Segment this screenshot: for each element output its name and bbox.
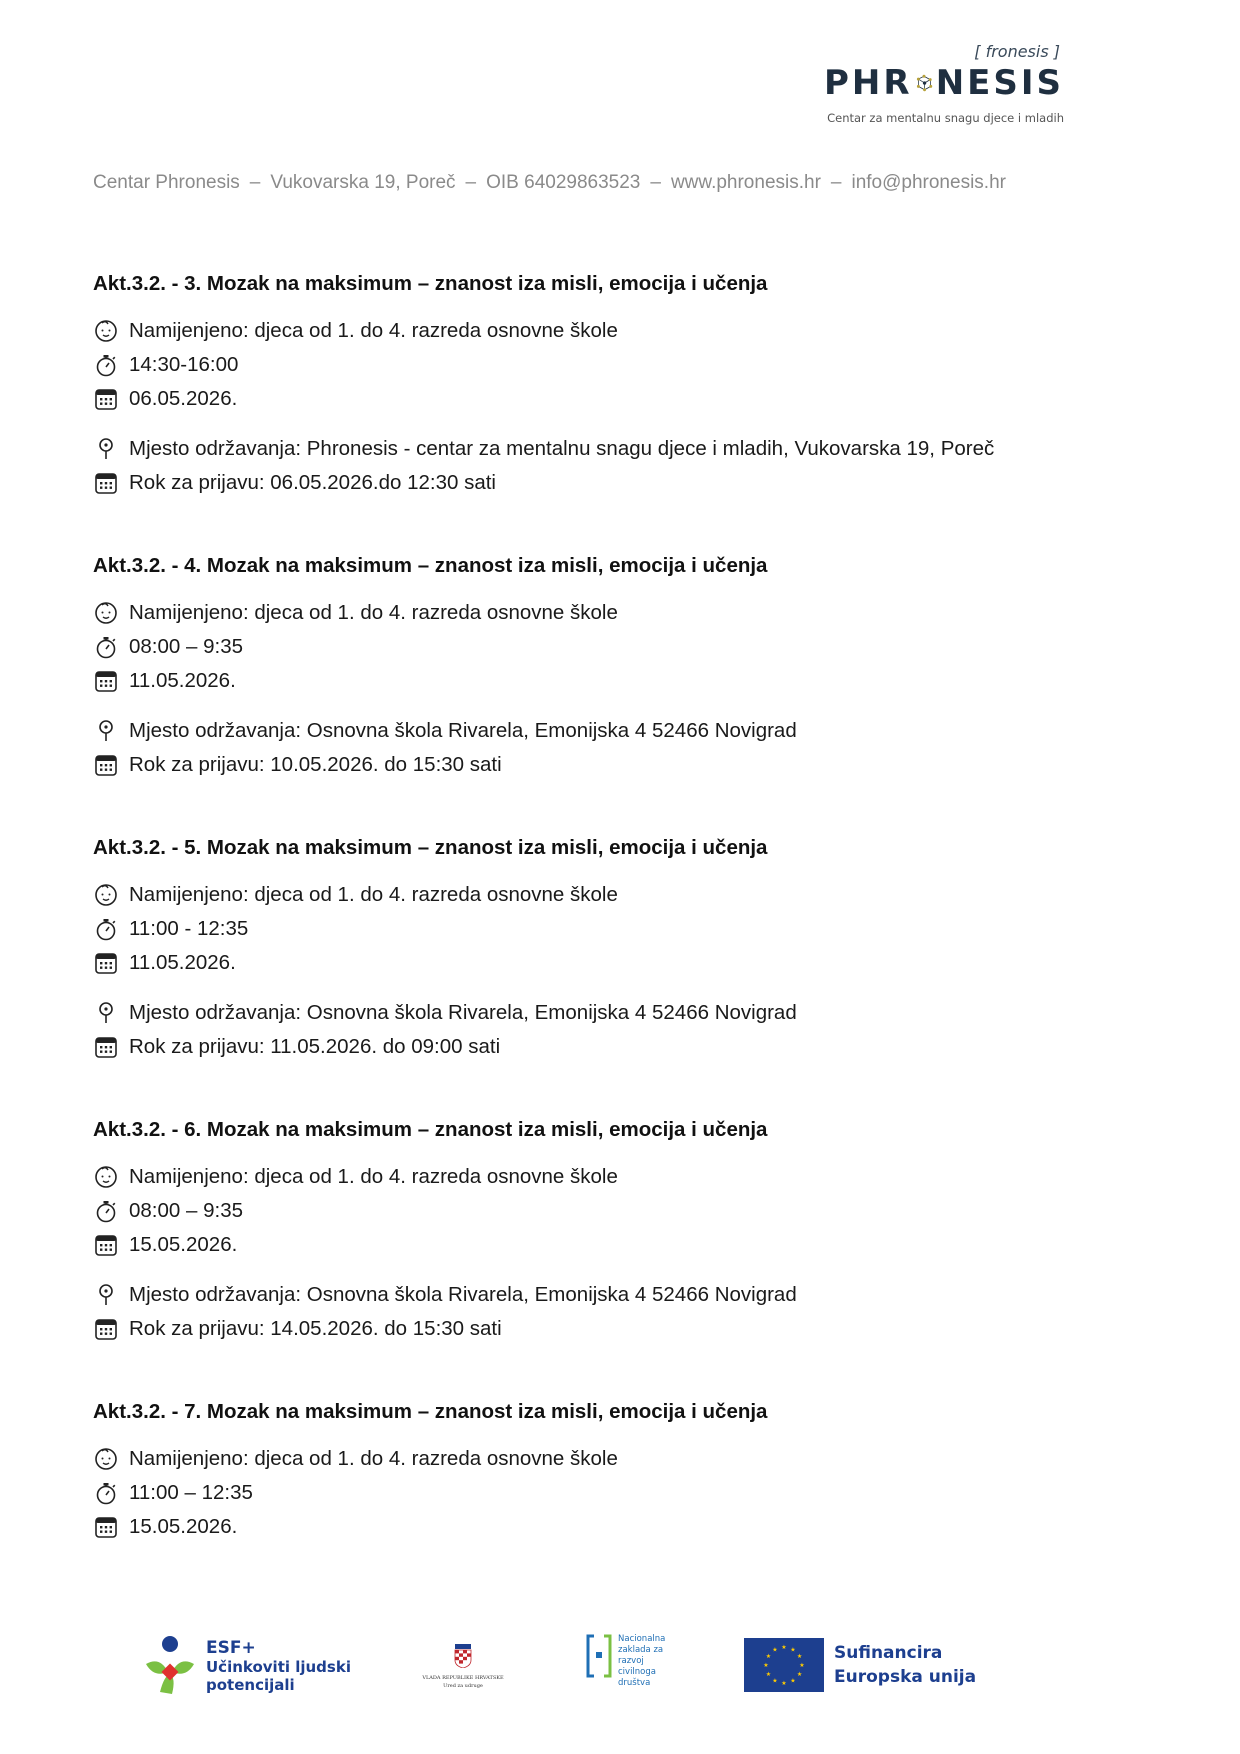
date-text: 11.05.2026. bbox=[129, 669, 236, 692]
session-date bbox=[93, 1228, 1093, 1262]
session-location bbox=[93, 1278, 1093, 1312]
esf-line1: Učinkoviti ljudski bbox=[206, 1658, 351, 1676]
nz-line: zaklada za bbox=[618, 1645, 664, 1655]
session-time bbox=[93, 630, 1093, 664]
eu-cofunding-logo bbox=[744, 1638, 976, 1692]
svg-text:★: ★ bbox=[765, 1671, 772, 1678]
eu-flag-icon bbox=[744, 1638, 824, 1692]
stopwatch-icon bbox=[93, 1480, 119, 1506]
nz-line: civilnoga bbox=[618, 1667, 656, 1677]
session-title: Akt.3.2. - 7. Mozak na maksimum – znanost iza misli, emocija i učenja bbox=[93, 1400, 768, 1423]
session-time bbox=[93, 1476, 1093, 1510]
calendar-icon bbox=[93, 470, 119, 496]
session-title: Akt.3.2. - 4. Mozak na maksimum – znanost iza misli, emocija i učenja bbox=[93, 554, 768, 577]
location-text: Mjesto održavanja: Osnovna škola Rivarela, Emonijska 4 52466 Novigrad bbox=[129, 1283, 797, 1306]
session-audience bbox=[93, 1160, 1093, 1194]
calendar-icon bbox=[93, 1514, 119, 1540]
session-audience bbox=[93, 878, 1093, 912]
contact-separator: – bbox=[249, 172, 261, 193]
baby-face-icon bbox=[93, 600, 119, 626]
session-title: Akt.3.2. - 3. Mozak na maksimum – znanost iza misli, emocija i učenja bbox=[93, 272, 768, 295]
audience-text: Namijenjeno: djeca od 1. do 4. razreda osnovne škole bbox=[129, 1447, 618, 1470]
location-text: Mjesto održavanja: Phronesis - centar za mentalnu snagu djece i mladih, Vukovarska 19, Poreč bbox=[129, 437, 995, 460]
calendar-icon bbox=[93, 1034, 119, 1060]
croatian-coat-of-arms-icon bbox=[454, 1644, 472, 1668]
audience-text: Namijenjeno: djeca od 1. do 4. razreda osnovne škole bbox=[129, 601, 618, 624]
baby-face-icon bbox=[93, 1446, 119, 1472]
session-audience bbox=[93, 314, 1093, 348]
session-deadline bbox=[93, 1312, 1093, 1346]
stopwatch-icon bbox=[93, 352, 119, 378]
session-date bbox=[93, 382, 1093, 416]
contact-separator: – bbox=[650, 172, 661, 193]
gov-office: Ured za udruge bbox=[443, 1683, 483, 1689]
deadline-text: Rok za prijavu: 06.05.2026.do 12:30 sati bbox=[129, 471, 496, 494]
stopwatch-icon bbox=[93, 634, 119, 660]
esf-title: ESF+ bbox=[206, 1638, 256, 1658]
bracket-mark-icon bbox=[586, 1634, 612, 1678]
audience-text: Namijenjeno: djeca od 1. do 4. razreda osnovne škole bbox=[129, 1165, 618, 1188]
session-deadline bbox=[93, 748, 1093, 782]
date-text: 06.05.2026. bbox=[129, 387, 238, 410]
time-text: 08:00 – 9:35 bbox=[129, 1199, 243, 1222]
map-pin-icon bbox=[93, 1282, 119, 1308]
eu-line1: Sufinancira bbox=[834, 1643, 943, 1663]
contact-address: Vukovarska 19, Poreč bbox=[270, 172, 456, 193]
baby-face-icon bbox=[93, 1164, 119, 1190]
svg-text:★: ★ bbox=[781, 1644, 787, 1651]
contact-separator: – bbox=[465, 172, 477, 193]
contact-separator: – bbox=[830, 172, 842, 193]
calendar-icon bbox=[93, 950, 119, 976]
esf-line2: potencijali bbox=[206, 1676, 295, 1694]
esf-logo bbox=[140, 1634, 351, 1698]
logo-tagline: [ fronesis ] bbox=[974, 42, 1060, 61]
calendar-icon bbox=[93, 668, 119, 694]
stopwatch-icon bbox=[93, 1198, 119, 1224]
svg-text:★: ★ bbox=[790, 1646, 796, 1654]
logo-word-left: PHR bbox=[824, 63, 913, 103]
session-deadline bbox=[93, 1030, 1093, 1064]
contact-email[interactable]: info@phronesis.hr bbox=[851, 172, 1006, 193]
contact-center-name: Centar Phronesis bbox=[93, 172, 240, 193]
map-pin-icon bbox=[93, 718, 119, 744]
time-text: 14:30-16:00 bbox=[129, 353, 239, 376]
contact-website[interactable]: www.phronesis.hr bbox=[670, 172, 821, 193]
svg-text:★: ★ bbox=[790, 1677, 796, 1685]
audience-text: Namijenjeno: djeca od 1. do 4. razreda osnovne škole bbox=[129, 319, 618, 342]
calendar-icon bbox=[93, 1232, 119, 1258]
session-deadline bbox=[93, 466, 1093, 500]
map-pin-icon bbox=[93, 436, 119, 462]
session-location bbox=[93, 432, 1093, 466]
session-block bbox=[93, 1118, 1093, 1346]
session-block bbox=[93, 554, 1093, 782]
contact-line bbox=[93, 172, 1006, 194]
calendar-icon bbox=[93, 386, 119, 412]
time-text: 11:00 - 12:35 bbox=[129, 917, 249, 940]
sessions-list bbox=[93, 272, 1093, 1598]
svg-text:★: ★ bbox=[796, 1671, 803, 1678]
eu-line2: Europska unija bbox=[834, 1667, 977, 1687]
calendar-icon bbox=[93, 752, 119, 778]
nacionalna-zaklada-logo bbox=[586, 1634, 665, 1689]
logo-word-right: NESIS bbox=[935, 63, 1064, 103]
date-text: 11.05.2026. bbox=[129, 951, 236, 974]
svg-text:★: ★ bbox=[781, 1680, 787, 1687]
session-block bbox=[93, 1400, 1093, 1544]
croatian-government-logo bbox=[418, 1644, 508, 1689]
time-text: 11:00 – 12:35 bbox=[129, 1481, 253, 1504]
session-block bbox=[93, 836, 1093, 1064]
svg-text:★: ★ bbox=[796, 1653, 803, 1660]
svg-text:★: ★ bbox=[763, 1662, 769, 1669]
location-text: Mjesto održavanja: Osnovna škola Rivarela, Emonijska 4 52466 Novigrad bbox=[129, 719, 797, 742]
time-text: 08:00 – 9:35 bbox=[129, 635, 243, 658]
session-time bbox=[93, 912, 1093, 946]
session-date bbox=[93, 664, 1093, 698]
session-audience bbox=[93, 1442, 1093, 1476]
calendar-icon bbox=[93, 1316, 119, 1342]
session-audience bbox=[93, 596, 1093, 630]
svg-text:★: ★ bbox=[772, 1646, 778, 1654]
session-date bbox=[93, 1510, 1093, 1544]
deadline-text: Rok za prijavu: 14.05.2026. do 15:30 sati bbox=[129, 1317, 502, 1340]
date-text: 15.05.2026. bbox=[129, 1515, 238, 1538]
contact-oib: OIB 64029863523 bbox=[486, 172, 641, 193]
logo-wordmark bbox=[824, 63, 1064, 103]
date-text: 15.05.2026. bbox=[129, 1233, 238, 1256]
session-title: Akt.3.2. - 5. Mozak na maksimum – znanost iza misli, emocija i učenja bbox=[93, 836, 768, 859]
footer-logos bbox=[0, 1630, 1240, 1710]
brain-network-icon bbox=[915, 66, 934, 100]
svg-text:★: ★ bbox=[799, 1662, 805, 1669]
baby-face-icon bbox=[93, 318, 119, 344]
audience-text: Namijenjeno: djeca od 1. do 4. razreda osnovne škole bbox=[129, 883, 618, 906]
session-title: Akt.3.2. - 6. Mozak na maksimum – znanost iza misli, emocija i učenja bbox=[93, 1118, 768, 1141]
session-time bbox=[93, 1194, 1093, 1228]
gov-name: VLADA REPUBLIKE HRVATSKE bbox=[422, 1675, 504, 1681]
session-location bbox=[93, 996, 1093, 1030]
svg-text:★: ★ bbox=[772, 1677, 778, 1685]
deadline-text: Rok za prijavu: 11.05.2026. do 09:00 sati bbox=[129, 1035, 501, 1058]
baby-face-icon bbox=[93, 882, 119, 908]
nz-line: Nacionalna bbox=[618, 1634, 666, 1644]
session-block bbox=[93, 272, 1093, 500]
session-date bbox=[93, 946, 1093, 980]
session-time bbox=[93, 348, 1093, 382]
deadline-text: Rok za prijavu: 10.05.2026. do 15:30 sati bbox=[129, 753, 502, 776]
location-text: Mjesto održavanja: Osnovna škola Rivarela, Emonijska 4 52466 Novigrad bbox=[129, 1001, 797, 1024]
session-location bbox=[93, 714, 1093, 748]
nz-line: društva bbox=[618, 1678, 651, 1688]
phronesis-logo bbox=[824, 42, 1064, 125]
map-pin-icon bbox=[93, 1000, 119, 1026]
logo-subtitle: Centar za mentalnu snagu djece i mladih bbox=[827, 111, 1064, 125]
svg-text:★: ★ bbox=[765, 1653, 772, 1660]
esf-flower-icon bbox=[140, 1634, 200, 1698]
nz-line: razvoj bbox=[618, 1656, 644, 1666]
stopwatch-icon bbox=[93, 916, 119, 942]
